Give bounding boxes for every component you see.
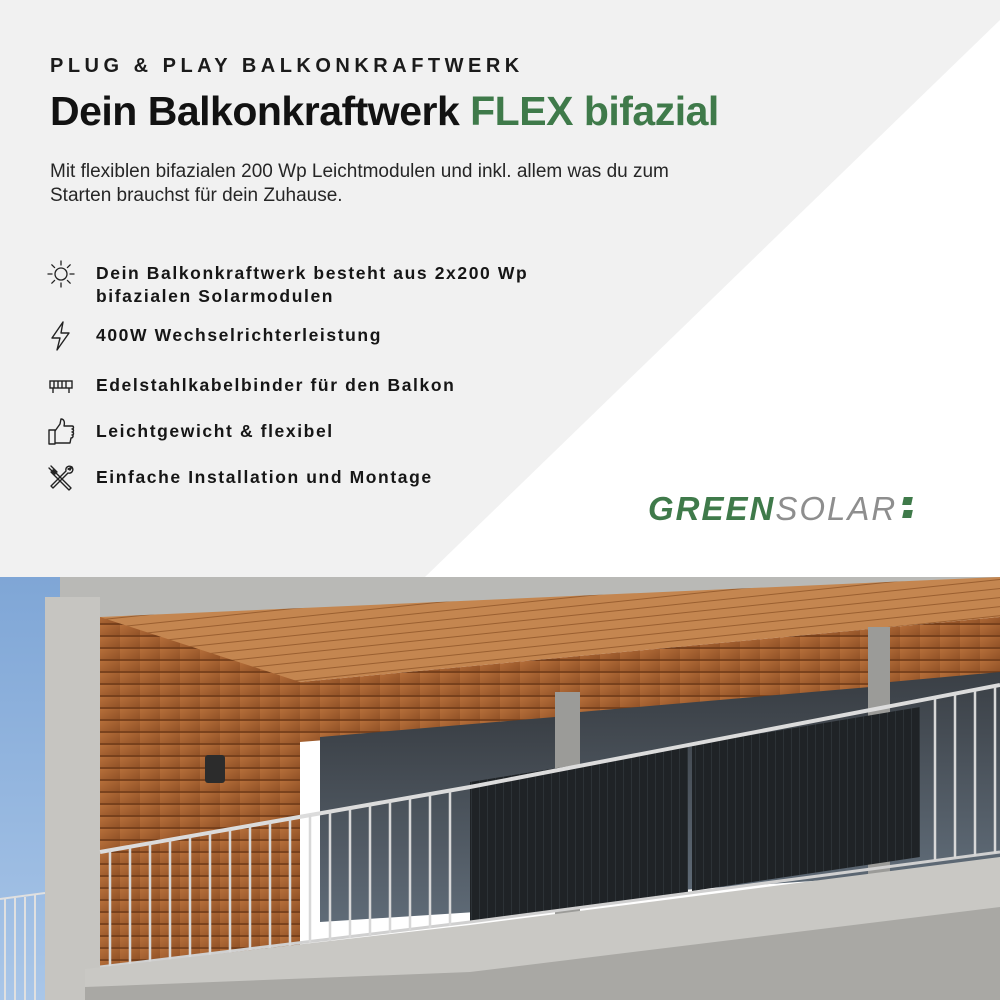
page-title bbox=[50, 88, 719, 135]
subtitle: Mit flexiblen bifazialen 200 Wp Leichtmodulen und inkl. allem was du zum Starten brauchst für dein Zuhause. bbox=[50, 161, 669, 206]
eyebrow-label: PLUG & PLAY BALKONKRAFTWERK bbox=[50, 55, 524, 77]
lightning-icon bbox=[45, 320, 77, 352]
title-main: Dein Balkonkraftwerk bbox=[50, 88, 471, 134]
feature-text: Dein Balkonkraftwerk besteht aus 2x200 Wp bifazialen Solarmodulen bbox=[96, 263, 529, 306]
logo-part-solar: SOLAR bbox=[775, 490, 898, 527]
greensolar-logo bbox=[648, 490, 913, 535]
logo-colon-mark bbox=[901, 492, 913, 522]
tools-icon bbox=[45, 462, 77, 494]
logo-part-green: GREEN bbox=[648, 490, 776, 527]
feature-text: Leichtgewicht & flexibel bbox=[96, 421, 334, 441]
sun-icon bbox=[45, 258, 77, 290]
feature-text: Einfache Installation und Montage bbox=[96, 467, 433, 487]
title-accent: FLEX bifazial bbox=[470, 88, 719, 134]
thumbs-up-icon bbox=[45, 416, 77, 448]
feature-text: 400W Wechselrichterleistung bbox=[96, 325, 383, 345]
cable-tie-icon bbox=[45, 370, 77, 402]
balcony-with-solar-panels-photo bbox=[0, 577, 1000, 1000]
feature-text: Edelstahlkabelbinder für den Balkon bbox=[96, 375, 456, 395]
